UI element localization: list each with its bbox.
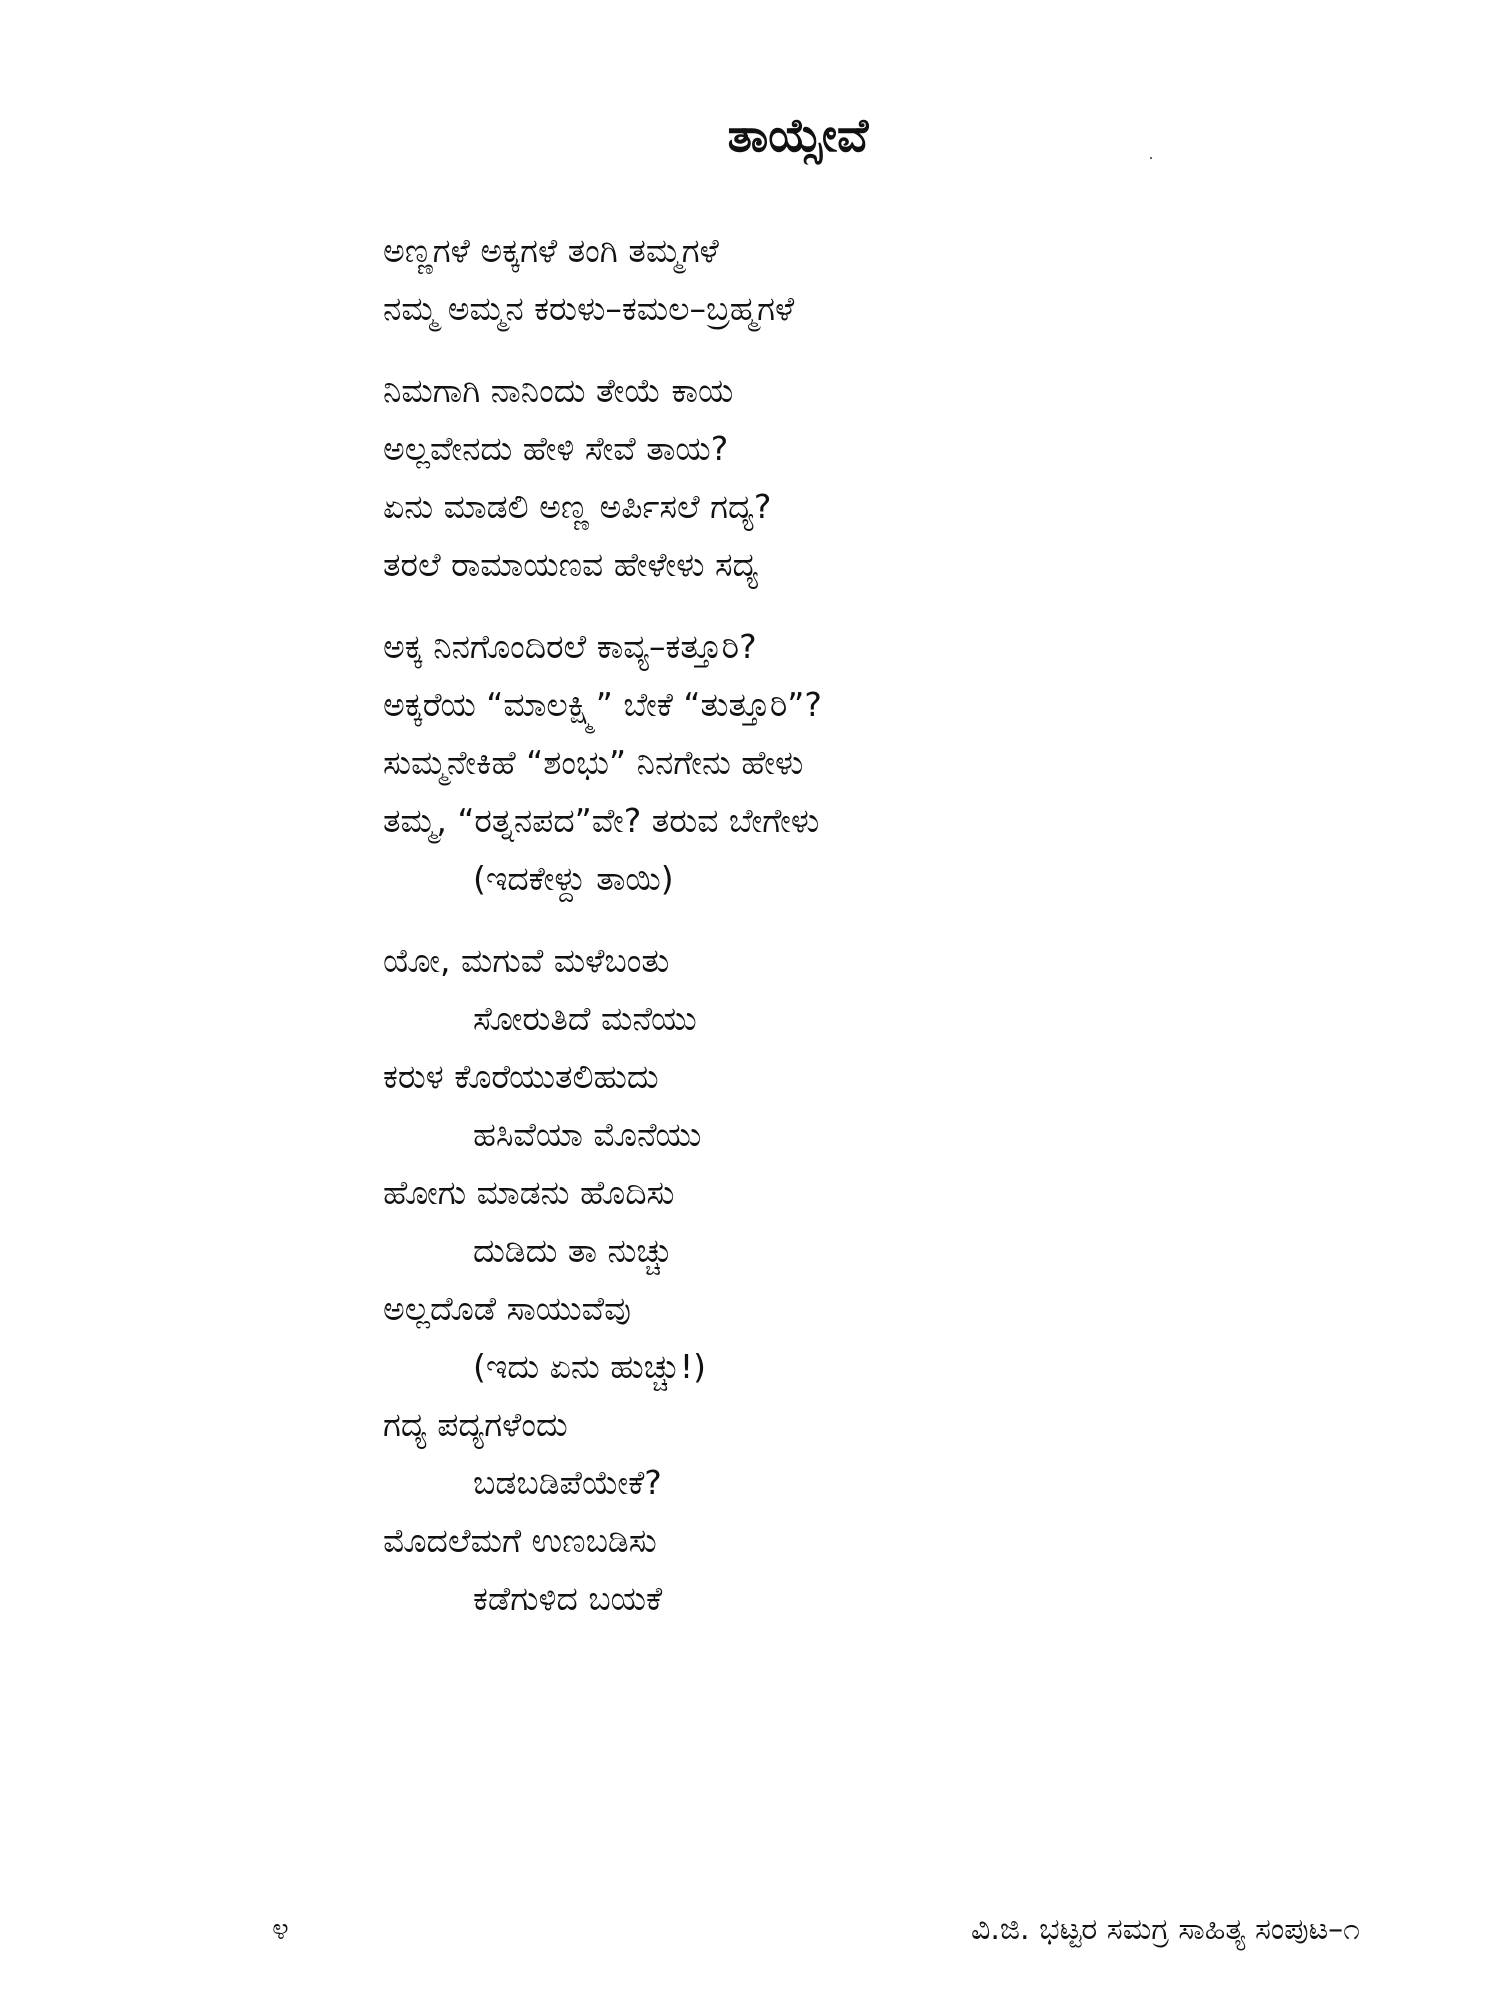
- poem-line: (ಇದು ಏನು ಹುಚ್ಚು!): [473, 1347, 707, 1386]
- poem-line: ಅಲ್ಲವೇನದು ಹೇಳಿ ಸೇವೆ ತಾಯ?: [383, 429, 729, 468]
- stanza: [383, 618, 1383, 908]
- poem-line: ನಿಮಗಾಗಿ ನಾನಿಂದು ತೇಯೆ ಕಾಯ: [383, 371, 734, 410]
- poem-line: ಅಕ್ಕ ನಿನಗೊಂದಿರಲೆ ಕಾವ್ಯ–ಕತ್ತೂರಿ?: [383, 627, 757, 666]
- poem-line: ಹೋಗು ಮಾಡನು ಹೊದಿಸು: [383, 1173, 675, 1212]
- stanza: [383, 362, 1383, 594]
- poem-line: ನಮ್ಮ ಅಮ್ಮನ ಕರುಳು–ಕಮಲ–ಬ್ರಹ್ಮಗಳೆ: [383, 289, 795, 328]
- print-speck: [1150, 157, 1152, 159]
- stanza: [383, 222, 1383, 338]
- poem-line: ಕರುಳ ಕೊರೆಯುತಲಿಹುದು: [383, 1057, 659, 1096]
- poem-line: ತರಲೆ ರಾಮಾಯಣವ ಹೇಳೇಳು ಸದ್ಯ: [383, 545, 759, 584]
- poem-line: ಬಡಬಡಿಪೆಯೇಕೆ?: [473, 1463, 662, 1502]
- page-title: ತಾಯ್ಸೇವೆ: [727, 108, 869, 162]
- poem-line: ಹಸಿವೆಯಾ ಮೊನೆಯು: [473, 1115, 702, 1154]
- poem-line: ಏನು ಮಾಡಲಿ ಅಣ್ಣ ಅರ್ಪಿಸಲೆ ಗದ್ಯ?: [383, 487, 772, 526]
- page-footer: [0, 1908, 1500, 1968]
- poem-line: ಸೋರುತಿದೆ ಮನೆಯು: [473, 999, 697, 1038]
- poem-line: ಅಣ್ಣಗಳೆ ಅಕ್ಕಗಳೆ ತಂಗಿ ತಮ್ಮಗಳೆ: [383, 231, 719, 270]
- poem-line: ಸುಮ್ಮನೇಕಿಹೆ “ಶಂಭು” ನಿನಗೇನು ಹೇಳು: [383, 743, 804, 782]
- poem-line: ಗದ್ಯ ಪದ್ಯಗಳೆಂದು: [383, 1405, 568, 1444]
- book-title: ವಿ.ಜಿ. ಭಟ್ಟರ ಸಮಗ್ರ ಸಾಹಿತ್ಯ ಸಂಪುಟ–೧: [971, 1912, 1360, 1947]
- stanza: [383, 932, 1383, 1628]
- poem-body: [383, 222, 1383, 1652]
- poem-line: ತಮ್ಮ, “ರತ್ನನಪದ”ವೇ? ತರುವ ಬೇಗೇಳು: [383, 801, 820, 840]
- poem-line: (ಇದಕೇಳ್ದು ತಾಯಿ): [473, 859, 674, 898]
- poem-line: ದುಡಿದು ತಾ ನುಚ್ಚು: [473, 1231, 673, 1270]
- poem-line: ಅಕ್ಕರೆಯ “ಮಾಲಕ್ಷ್ಮಿ” ಬೇಕೆ “ತುತ್ತೂರಿ”?: [383, 685, 822, 724]
- poem-line: ಮೊದಲೆಮಗೆ ಉಣಬಡಿಸು: [383, 1521, 657, 1560]
- page-number: ೪: [272, 1912, 289, 1947]
- poem-line: ಅಲ್ಲದೊಡೆ ಸಾಯುವೆವು: [383, 1289, 631, 1328]
- poem-line: ಕಡೆಗುಳಿದ ಬಯಕೆ: [473, 1579, 663, 1618]
- poem-line: ಯೋ, ಮಗುವೆ ಮಳೆಬಂತು: [383, 941, 670, 980]
